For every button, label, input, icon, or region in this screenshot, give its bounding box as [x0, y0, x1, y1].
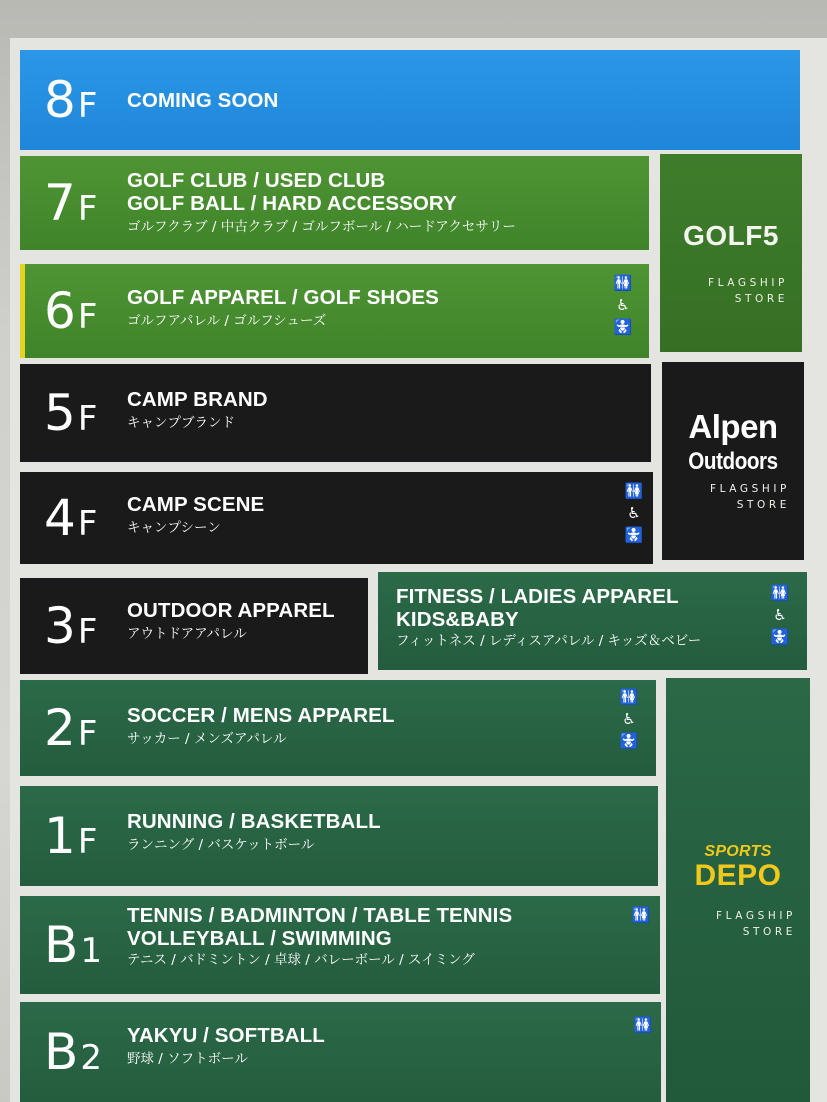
floor-category-jp: ゴルフクラブ / 中古クラブ / ゴルフボール / ハードアクセサリー	[127, 219, 516, 235]
wheelchair-icon: ♿	[627, 504, 641, 522]
restroom-icon: 🚻	[619, 688, 639, 706]
restroom-icon: 🚻	[624, 482, 644, 500]
baby-care-icon: 🚼	[770, 628, 790, 646]
floor-category-jp: サッカー / メンズアパレル	[127, 731, 287, 747]
alpen-outdoors-brand-panel	[662, 362, 804, 560]
floor-category-en: GOLF CLUB / USED CLUB	[127, 169, 386, 192]
floor-facility-icons	[769, 582, 791, 648]
floor-1f-panel	[20, 786, 658, 886]
floor-5f-panel	[20, 364, 651, 462]
baby-care-icon: 🚼	[624, 526, 644, 544]
baby-care-icon: 🚼	[613, 318, 633, 336]
floor-category-jp: 野球 / ソフトボール	[127, 1051, 248, 1067]
baby-care-icon: 🚼	[619, 732, 639, 750]
sports-depo-logo-main: DEPO	[694, 859, 782, 892]
floor-number: 4F	[44, 489, 97, 547]
floor-6f-text	[127, 286, 439, 330]
floor-category-en: CAMP BRAND	[127, 388, 268, 411]
floor-4f-panel	[20, 472, 653, 564]
outdoors-logo-text: Outdoors	[688, 448, 778, 475]
floor-2f-text	[127, 704, 395, 748]
floor-category-jp: アウトドアアパレル	[127, 626, 247, 642]
floor-number: 5F	[44, 384, 97, 442]
floor-category-en: CAMP SCENE	[127, 493, 265, 516]
floor-category-jp: キャンプブランド	[127, 415, 235, 431]
restroom-icon: 🚻	[631, 906, 651, 924]
floor-5f-text	[127, 388, 268, 432]
floor-b2-panel	[20, 1002, 661, 1102]
floor-category-jp: ランニング / バスケットボール	[127, 837, 315, 853]
floor-facility-icons	[632, 1014, 654, 1036]
wheelchair-icon: ♿	[616, 296, 630, 314]
floor-category-en: FITNESS / LADIES APPAREL	[396, 585, 679, 608]
floor-3f-fitness-panel	[378, 572, 807, 670]
floor-b1-panel	[20, 896, 660, 994]
golf5-brand-panel	[660, 154, 802, 352]
restroom-icon: 🚻	[613, 274, 633, 292]
sports-depo-brand-panel	[666, 678, 810, 1102]
wheelchair-icon: ♿	[773, 606, 787, 624]
floor-4f-text	[127, 493, 264, 537]
accent-tab	[20, 264, 25, 358]
floor-category-jp: キャンプシーン	[127, 520, 221, 536]
floor-facility-icons	[612, 272, 634, 338]
floor-number: 2F	[44, 699, 97, 757]
floor-number: 1F	[44, 807, 97, 865]
sports-depo-flagship-label: FLAGSHIP STORE	[715, 910, 796, 938]
floor-category-en: TENNIS / BADMINTON / TABLE TENNIS	[127, 904, 513, 927]
floor-category-jp: フィットネス / レディスアパレル / キッズ＆ベビー	[396, 633, 702, 649]
floor-6f-panel	[20, 264, 649, 358]
floor-category-jp: テニス / バドミントン / 卓球 / バレーボール / スイミング	[127, 952, 475, 968]
floor-category-en: KIDS&BABY	[396, 608, 519, 631]
floor-directory-board	[10, 38, 827, 1102]
floor-7f-panel	[20, 156, 649, 250]
floor-category-en: YAKYU / SOFTBALL	[127, 1024, 325, 1047]
floor-category-en: RUNNING / BASKETBALL	[127, 810, 381, 833]
restroom-icon: 🚻	[633, 1016, 653, 1034]
floor-b2-text	[127, 1024, 325, 1068]
floor-category-jp: ゴルフアパレル / ゴルフシューズ	[127, 313, 327, 329]
floor-number: B1	[44, 916, 101, 974]
floor-facility-icons	[630, 904, 652, 926]
floor-3f-outdoor-panel	[20, 578, 368, 674]
sports-depo-logo-top: SPORTS	[704, 843, 772, 860]
alpen-flagship-label: FLAGSHIP STORE	[709, 483, 790, 511]
wheelchair-icon: ♿	[622, 710, 636, 728]
floor-number: 7F	[44, 174, 97, 232]
floor-1f-text	[127, 810, 381, 854]
restroom-icon: 🚻	[770, 584, 790, 602]
floor-category-en: COMING SOON	[127, 89, 279, 112]
floor-number: 6F	[44, 282, 97, 340]
floor-category-en: OUTDOOR APPAREL	[127, 599, 335, 622]
floor-7f-text	[127, 169, 516, 236]
golf5-flagship-label: FLAGSHIP STORE	[707, 277, 788, 305]
floor-category-en: GOLF BALL / HARD ACCESSORY	[127, 192, 457, 215]
floor-category-en: VOLLEYBALL / SWIMMING	[127, 927, 392, 950]
floor-8f-panel	[20, 50, 800, 150]
alpen-logo-text: Alpen	[688, 408, 778, 445]
floor-facility-icons	[618, 686, 640, 752]
floor-number: 8F	[44, 71, 97, 129]
floor-category-en: SOCCER / MENS APPAREL	[127, 704, 395, 727]
floor-number: 3F	[44, 597, 97, 655]
floor-b1-text	[127, 904, 512, 969]
golf5-logo: GOLF5	[683, 220, 779, 251]
floor-3f-fitness-text	[396, 585, 701, 650]
floor-8f-text	[127, 89, 278, 112]
floor-category-en: GOLF APPAREL / GOLF SHOES	[127, 286, 439, 309]
floor-facility-icons	[623, 480, 645, 546]
floor-2f-panel	[20, 680, 656, 776]
floor-3f-outdoor-text	[127, 599, 335, 643]
floor-number: B2	[44, 1023, 101, 1081]
